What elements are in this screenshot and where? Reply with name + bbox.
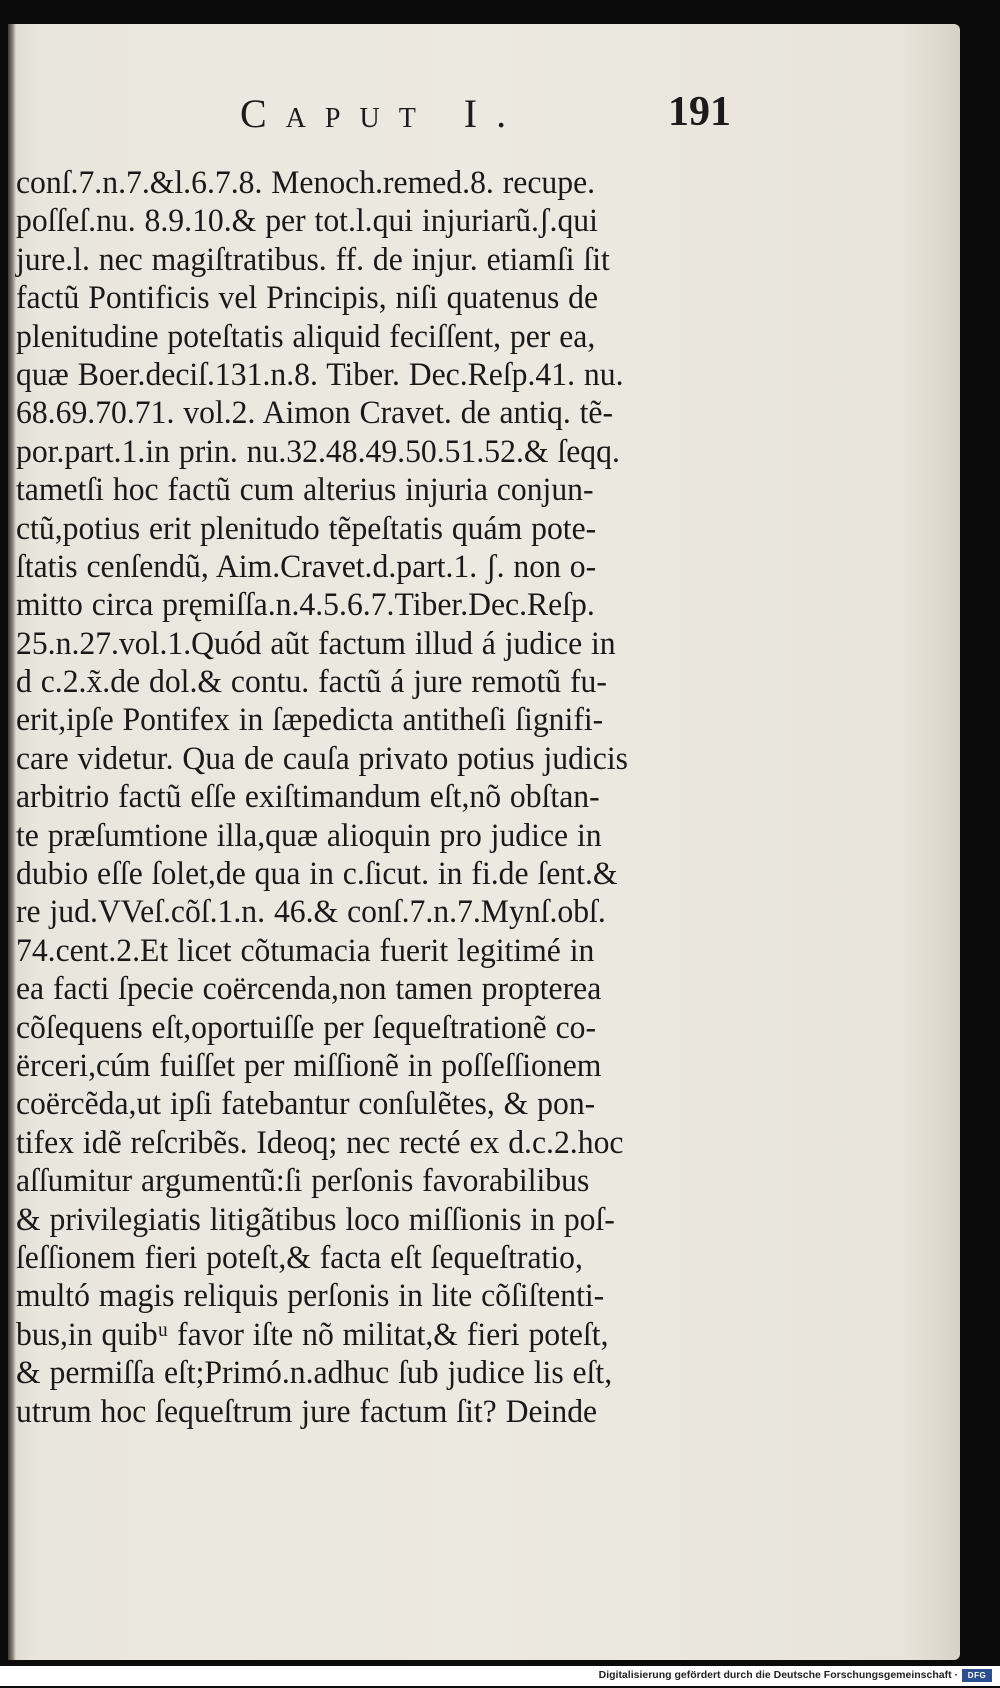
text-line: por.part.1.in prin. nu.32.48.49.50.51.52.& ſeqq. — [16, 433, 620, 470]
text-line: d c.2.x̃.de dol.& contu. factũ á jure remotũ fu- — [16, 664, 607, 701]
text-line: plenitudine poteſtatis aliquid feciſſent, per ea, — [16, 318, 596, 355]
text-line: arbitrio factũ eſſe exiſtimandum eſt,nõ obſtan- — [16, 779, 600, 816]
digitization-footer — [0, 1666, 1000, 1686]
text-line: ërceri,cúm fuiſſet per miſſionẽ in poſſeſſionem — [16, 1047, 602, 1084]
text-line: tifex idẽ reſcribẽs. Ideoq; nec recté ex d.c.2.hoc — [16, 1124, 624, 1161]
text-line: dubio eſſe ſolet,de qua in c.ſicut. in fi.de ſent.& — [16, 856, 618, 893]
text-line: factũ Pontificis vel Principis, niſi quatenus de — [16, 280, 599, 317]
text-line: conſ.7.n.7.&l.6.7.8. Menoch.remed.8. recupe. — [16, 165, 596, 201]
text-line: erit,ipſe Pontifex in ſæpedicta antitheſi ſignifi- — [16, 702, 604, 739]
text-line: & privilegiatis litigãtibus loco miſſionis in poſ- — [16, 1201, 615, 1238]
text-line: aſſumitur argumentũ:ſi perſonis favorabilibus — [16, 1163, 590, 1200]
text-line: tametſi hoc factũ cum alterius injuria conjun- — [16, 472, 594, 509]
body-text — [16, 164, 688, 1431]
text-line: & permiſſa eſt;Primó.n.adhuc ſub judice lis eſt, — [16, 1355, 613, 1392]
text-line: 68.69.70.71. vol.2. Aimon Cravet. de antiq. tẽ- — [16, 395, 614, 432]
text-line: ea facti ſpecie coërcenda,non tamen propterea — [16, 971, 602, 1008]
text-line: care videtur. Qua de cauſa privato potius judicis — [16, 740, 628, 777]
running-head: Caput I. — [240, 91, 526, 136]
text-line: 74.cent.2.Et licet cõtumacia fuerit legitimé in — [16, 932, 595, 969]
text-line: cõſequens eſt,oportuiſſe per ſequeſtrationẽ co- — [16, 1009, 597, 1046]
text-line: te præſumtione illa,quæ alioquin pro judice in — [16, 817, 602, 854]
text-line: jure.l. nec magiſtratibus. ff. de injur. etiamſi ſit — [16, 241, 610, 278]
dfg-logo: DFG — [962, 1669, 992, 1682]
text-line: poſſeſ.nu. 8.9.10.& per tot.l.qui injuriarũ.ʃ.qui — [16, 203, 598, 240]
text-line: utrum hoc ſequeſtrum jure factum ſit? Deinde — [16, 1393, 598, 1430]
text-line: ſeſſionem fieri poteſt,& facta eſt ſequeſtratio, — [16, 1239, 583, 1276]
text-line: 25.n.27.vol.1.Quód aũt factum illud á judice in — [16, 625, 616, 662]
text-line: mitto circa pręmiſſa.n.4.5.6.7.Tiber.Dec.Reſp. — [16, 587, 595, 624]
funding-credit: Digitalisierung gefördert durch die Deutsche Forschungsgemeinschaft · — [598, 1669, 958, 1681]
text-line: ctũ,potius erit plenitudo tẽpeſtatis quám pote- — [16, 510, 597, 547]
text-line: coërcẽda,ut ipſi fatebantur conſulẽtes, & pon- — [16, 1086, 596, 1123]
text-line: quæ Boer.deciſ.131.n.8. Tiber. Dec.Reſp.41. nu. — [16, 356, 624, 393]
page-number: 191 — [668, 89, 731, 135]
text-line: re jud.VVeſ.cõſ.1.n. 46.& conſ.7.n.7.Mynſ.obſ. — [16, 894, 606, 931]
book-page — [8, 24, 960, 1660]
text-line: ſtatis cenſendũ, Aim.Cravet.d.part.1. ʃ. non o- — [16, 548, 597, 585]
page-header — [8, 86, 960, 142]
text-line: multó magis reliquis perſonis in lite cõſiſtenti- — [16, 1278, 605, 1315]
text-line: bus,in quibᵘ favor iſte nõ militat,& fieri poteſt, — [16, 1316, 609, 1353]
